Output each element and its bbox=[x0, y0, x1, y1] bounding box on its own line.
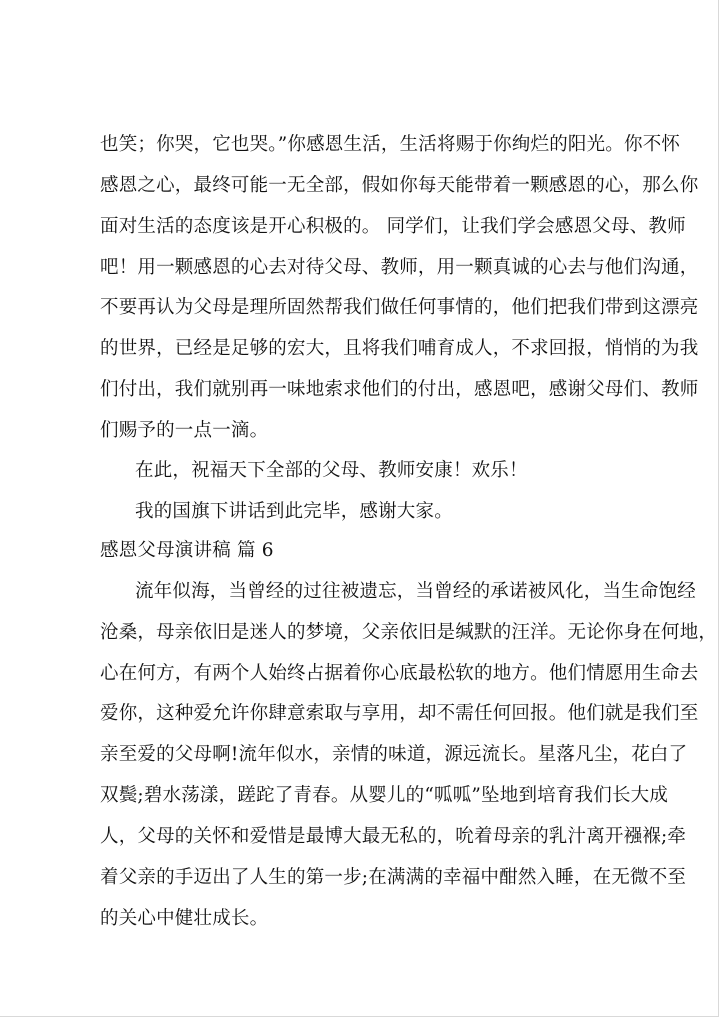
text-line: 感恩之心，最终可能一无全部，假如你每天能带着一颗感恩的心，那么你 bbox=[100, 175, 699, 196]
text-line: 心在何方，有两个人始终占据着你心底最松软的地方。他们情愿用生命去 bbox=[100, 663, 699, 684]
text-line: 双鬓;碧水荡漾，蹉跎了青春。从婴儿的“呱呱”坠地到培育我们长大成 bbox=[100, 785, 669, 806]
section-heading: 感恩父母演讲稿 篇 6 bbox=[100, 540, 274, 561]
text-line: 吧！用一颗感恩的心去对待父母、教师，用一颗真诚的心去与他们沟通， bbox=[100, 257, 699, 278]
text-line: 也笑；你哭，它也哭。”你感恩生活，生活将赐于你绚烂的阳光。你不怀 bbox=[100, 134, 681, 155]
text-line: 人，父母的关怀和爱惜是最博大最无私的，吮着母亲的乳汁离开襁褓;牵 bbox=[100, 826, 687, 847]
text-line: 面对生活的态度该是开心积极的。 同学们，让我们学会感恩父母、教师 bbox=[100, 216, 686, 237]
text-line: 流年似海，当曾经的过往被遗忘，当曾经的承诺被风化，当生命饱经 bbox=[135, 581, 697, 602]
text-line: 的世界，已经是足够的宏大，且将我们哺育成人，不求回报，悄悄的为我 bbox=[100, 338, 699, 359]
blessing-paragraph: 在此，祝福天下全部的父母、教师安康！欢乐！ bbox=[135, 460, 528, 481]
text-line: 们赐予的一点一滴。 bbox=[100, 420, 269, 441]
text-line: 爱你，这种爱允许你肆意索取与享用，却不需任何回报。他们就是我们至 bbox=[100, 703, 699, 724]
closing-paragraph: 我的国旗下讲话到此完毕，感谢大家。 bbox=[135, 501, 453, 522]
text-line: 亲至爱的父母啊!流年似水，亲情的味道，源远流长。星落凡尘，花白了 bbox=[100, 744, 688, 765]
text-line: 着父亲的手迈出了人生的第一步;在满满的幸福中酣然入睡，在无微不至 bbox=[100, 867, 687, 888]
text-line: 不要再认为父母是理所固然帮我们做任何事情的，他们把我们带到这漂亮 bbox=[100, 297, 699, 318]
text-line: 们付出，我们就别再一味地索求他们的付出，感恩吧，感谢父母们、教师 bbox=[100, 379, 699, 400]
text-line: 的关心中健壮成长。 bbox=[100, 908, 269, 929]
text-line: 沧桑，母亲依旧是迷人的梦境，父亲依旧是缄默的汪洋。无论你身在何地， bbox=[100, 622, 718, 643]
